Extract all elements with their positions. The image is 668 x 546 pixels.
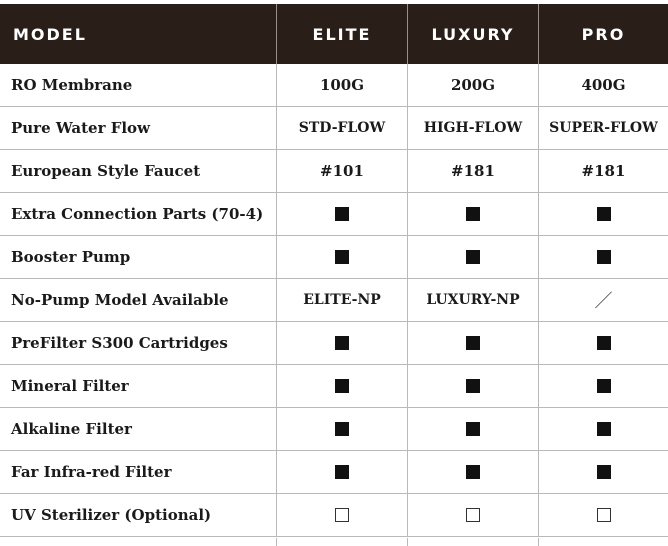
cell-pro xyxy=(538,236,668,278)
filled-square-icon xyxy=(466,465,480,479)
row-label: RO Membrane xyxy=(11,76,133,94)
cell-elite xyxy=(276,494,407,536)
filled-square-icon xyxy=(335,465,349,479)
cell-elite xyxy=(276,193,407,235)
cell-pro xyxy=(538,193,668,235)
cell-text: #181 xyxy=(451,162,495,180)
cell-pro xyxy=(538,64,668,106)
header-elite: ELITE xyxy=(276,4,407,64)
cell-luxury xyxy=(407,408,538,450)
table-row xyxy=(0,236,668,279)
filled-square-icon xyxy=(335,422,349,436)
cell-luxury xyxy=(407,193,538,235)
row-label: No-Pump Model Available xyxy=(11,291,229,309)
cell-luxury xyxy=(407,365,538,407)
cell-elite xyxy=(276,408,407,450)
table-header xyxy=(0,4,668,64)
cell-elite xyxy=(276,150,407,192)
empty-square-icon xyxy=(335,508,349,522)
cell-pro xyxy=(538,494,668,536)
cell-text: 400G xyxy=(581,76,626,94)
empty-square-icon xyxy=(466,508,480,522)
cell-luxury xyxy=(407,236,538,278)
filled-square-icon xyxy=(597,422,611,436)
header-luxury: LUXURY xyxy=(407,4,538,64)
table-bottom-edge xyxy=(0,538,668,546)
cell-pro xyxy=(538,408,668,450)
filled-square-icon xyxy=(335,250,349,264)
cell-pro xyxy=(538,322,668,364)
table-row xyxy=(0,107,668,150)
cell-text: LUXURY-NP xyxy=(426,292,520,308)
table-row xyxy=(0,365,668,408)
filled-square-icon xyxy=(597,207,611,221)
cell-elite xyxy=(276,64,407,106)
filled-square-icon xyxy=(597,379,611,393)
filled-square-icon xyxy=(466,379,480,393)
empty-square-icon xyxy=(597,508,611,522)
row-label: Mineral Filter xyxy=(11,377,129,395)
cell-text: STD-FLOW xyxy=(298,120,386,136)
header-model: MODEL xyxy=(13,24,87,44)
cell-text: 200G xyxy=(450,76,496,94)
cell-text: ELITE-NP xyxy=(303,292,381,308)
table-row xyxy=(0,193,668,236)
cell-text: HIGH-FLOW xyxy=(423,120,523,136)
cell-text: ／ xyxy=(594,291,613,312)
row-label: European Style Faucet xyxy=(11,162,201,180)
filled-square-icon xyxy=(466,250,480,264)
filled-square-icon xyxy=(597,336,611,350)
table-row xyxy=(0,408,668,451)
row-label: PreFilter S300 Cartridges xyxy=(11,334,228,352)
filled-square-icon xyxy=(335,336,349,350)
row-label: Pure Water Flow xyxy=(11,119,150,137)
filled-square-icon xyxy=(597,465,611,479)
cell-text: #101 xyxy=(320,162,364,180)
cell-pro xyxy=(538,279,668,321)
row-label: Extra Connection Parts (70-4) xyxy=(11,205,264,223)
row-label: Alkaline Filter xyxy=(11,420,132,438)
cell-pro xyxy=(538,451,668,493)
cell-text: 100G xyxy=(319,76,365,94)
cell-luxury xyxy=(407,107,538,149)
table-row xyxy=(0,494,668,537)
comparison-table xyxy=(0,4,668,537)
table-row xyxy=(0,322,668,365)
cell-luxury xyxy=(407,451,538,493)
cell-text: SUPER-FLOW xyxy=(549,120,658,136)
cell-luxury xyxy=(407,279,538,321)
cell-pro xyxy=(538,150,668,192)
cell-elite xyxy=(276,236,407,278)
cell-luxury xyxy=(407,64,538,106)
cell-elite xyxy=(276,107,407,149)
filled-square-icon xyxy=(466,207,480,221)
row-label: UV Sterilizer (Optional) xyxy=(11,506,212,524)
filled-square-icon xyxy=(335,207,349,221)
filled-square-icon xyxy=(597,250,611,264)
table-body xyxy=(0,64,668,537)
cell-elite xyxy=(276,365,407,407)
row-label: Far Infra-red Filter xyxy=(11,463,172,481)
cell-elite xyxy=(276,451,407,493)
row-label: Booster Pump xyxy=(11,248,131,266)
table-row xyxy=(0,150,668,193)
cell-luxury xyxy=(407,322,538,364)
cell-text: #181 xyxy=(581,162,626,180)
cell-luxury xyxy=(407,494,538,536)
table-row xyxy=(0,451,668,494)
cell-luxury xyxy=(407,150,538,192)
table-row xyxy=(0,279,668,322)
header-pro: PRO xyxy=(538,4,668,64)
table-row xyxy=(0,64,668,107)
filled-square-icon xyxy=(466,336,480,350)
cell-elite xyxy=(276,279,407,321)
filled-square-icon xyxy=(335,379,349,393)
cell-pro xyxy=(538,365,668,407)
cell-elite xyxy=(276,322,407,364)
filled-square-icon xyxy=(466,422,480,436)
cell-pro xyxy=(538,107,668,149)
